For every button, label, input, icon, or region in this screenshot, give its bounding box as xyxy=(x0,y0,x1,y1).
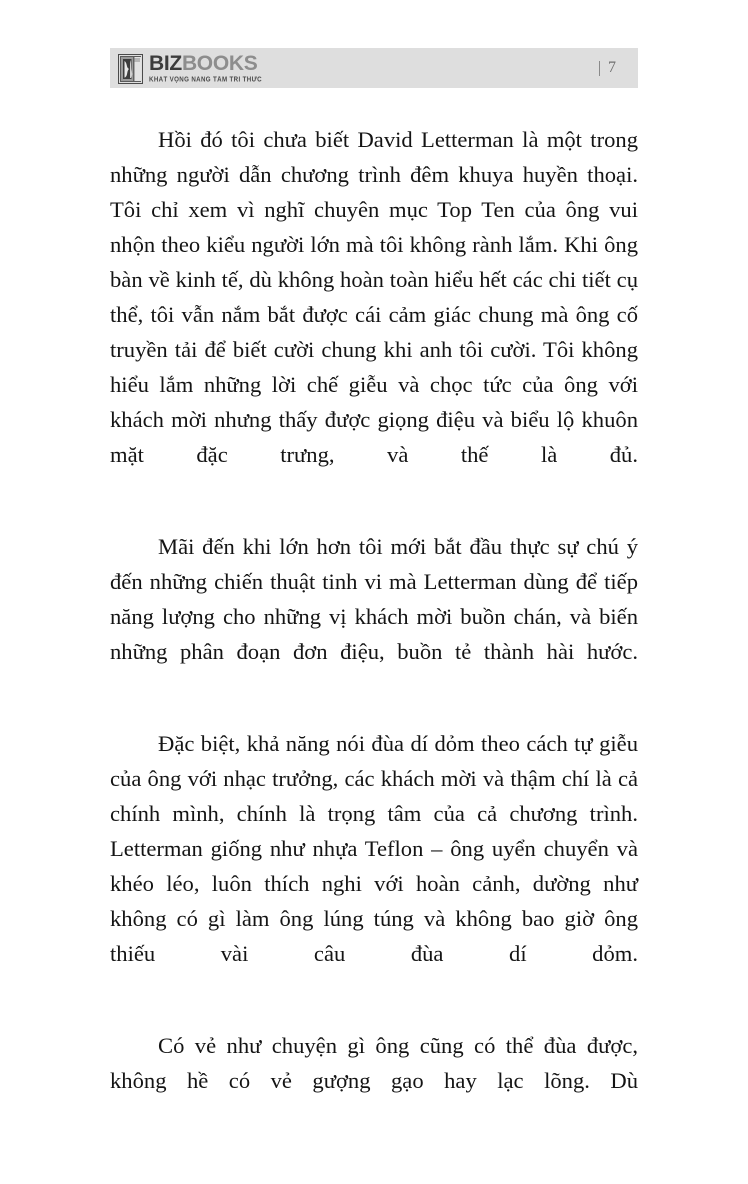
brand-wordmark xyxy=(149,53,262,84)
open-book-icon xyxy=(118,54,143,84)
brand-title-primary: BIZ xyxy=(149,51,182,75)
paragraph: Đặc biệt, khả năng nói đùa dí dỏm theo cách tự giễu của ông với nhạc trưởng, các khách mời và thậm chí là cả chính mình, chính là trọng tâm của cả chương trình. Letterman giống như nhựa Teflon – ông uyển chuyển và khéo léo, luôn thích nghi với hoàn cảnh, dường như không có gì làm ông lúng túng và không bao giờ ông thiếu vài câu đùa dí dỏm. xyxy=(110,731,638,966)
brand-title-secondary: BOOKS xyxy=(181,51,258,75)
page-number: 7 xyxy=(608,59,616,76)
brand-logo xyxy=(118,53,262,84)
brand-tagline: KHÁT VỌNG NÂNG TẦM TRI THỨC xyxy=(149,75,262,84)
paragraph: Có vẻ như chuyện gì ông cũng có thể đùa được, không hề có vẻ gượng gạo hay lạc lõng. Dù xyxy=(110,1033,638,1093)
page-header xyxy=(110,48,638,88)
brand-title xyxy=(149,51,262,75)
page-body xyxy=(110,122,638,1133)
paragraph: Hồi đó tôi chưa biết David Letterman là một trong những người dẫn chương trình đêm khuya huyền thoại. Tôi chỉ xem vì nghĩ chuyên mục Top Ten của ông vui nhộn theo kiểu người lớn mà tôi không rành lắm. Khi ông bàn về kinh tế, dù không hoàn toàn hiểu hết các chi tiết cụ thể, tôi vẫn nắm bắt được cái cảm giác chung mà ông cố truyền tải để biết cười chung khi anh tôi cười. Tôi không hiểu lắm những lời chế giễu và chọc tức của ông với khách mời nhưng thấy được giọng điệu và biểu lộ khuôn mặt đặc trưng, và thế là đủ. xyxy=(110,127,638,467)
paragraph: Mãi đến khi lớn hơn tôi mới bắt đầu thực sự chú ý đến những chiến thuật tinh vi mà Letterman dùng để tiếp năng lượng cho những vị khách mời buồn chán, và biến những phân đoạn đơn điệu, buồn tẻ thành hài hước. xyxy=(110,534,638,664)
page-folio xyxy=(599,60,616,76)
folio-separator-rule xyxy=(599,61,600,76)
